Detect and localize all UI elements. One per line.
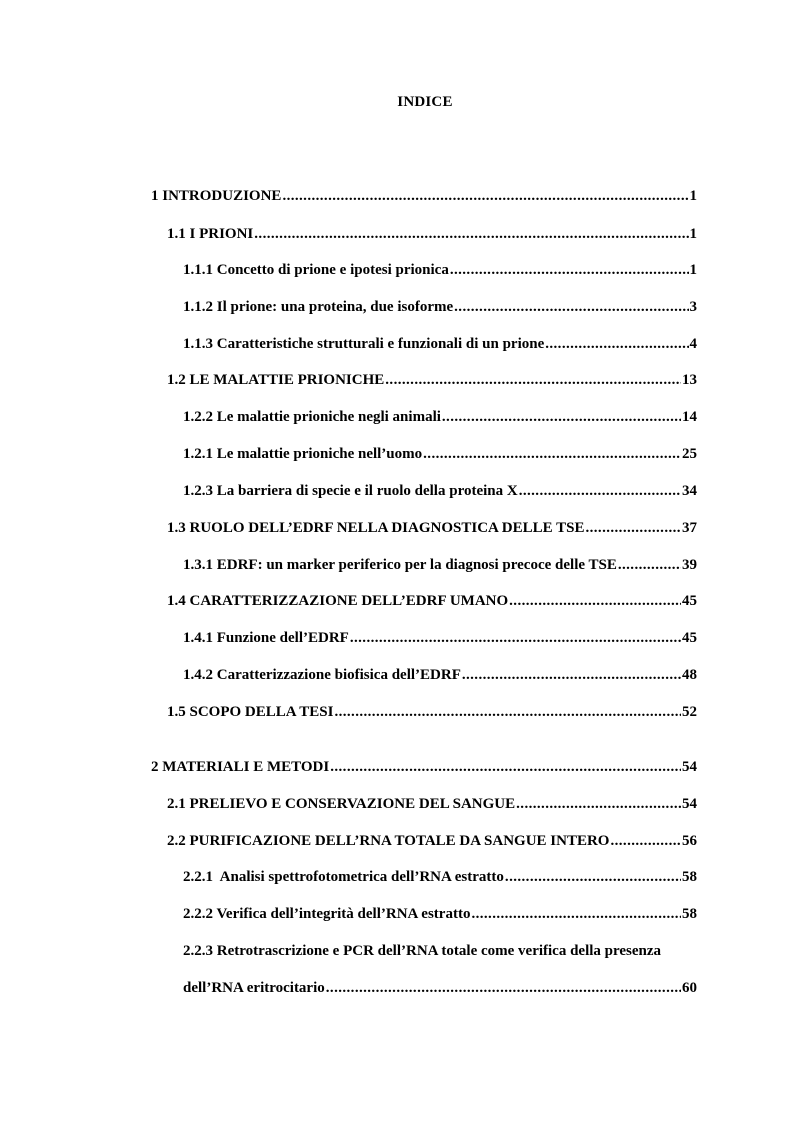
toc-entry-page: 58 [682, 906, 697, 922]
toc-entry-label: 1.1 I PRIONI [167, 226, 254, 242]
toc-entry-2-2-3-continued[interactable] [183, 978, 697, 998]
toc-entry-1-3-1[interactable] [183, 555, 697, 575]
page-title: INDICE [397, 94, 453, 110]
toc-entry-page: 1 [689, 188, 697, 204]
toc-leader-dots [282, 186, 688, 206]
toc-entry-1[interactable] [151, 186, 697, 206]
toc-entry-page: 39 [682, 557, 697, 573]
toc-entry-1-3[interactable] [167, 518, 697, 538]
toc-leader-dots [585, 518, 681, 538]
toc-leader-dots [545, 334, 688, 354]
toc-entry-2[interactable] [151, 757, 697, 777]
toc-entry-label: 2.2.2 Verifica dell’integrità dell’RNA estratto [183, 906, 471, 922]
toc-entry-1-2-1[interactable] [183, 444, 697, 464]
toc-entry-label: 1.1.1 Concetto di prione e ipotesi prionica [183, 262, 449, 278]
toc-entry-label: 2.2.1 Analisi spettrofotometrica dell’RNA estratto [183, 869, 504, 885]
toc-entry-label: 1.2 LE MALATTIE PRIONICHE [167, 372, 385, 388]
toc-entry-page: 1 [689, 262, 697, 278]
toc-entry-1-5[interactable] [167, 702, 697, 722]
toc-entry-1-1[interactable] [167, 224, 697, 244]
toc-entry-label: 2.1 PRELIEVO E CONSERVAZIONE DEL SANGUE [167, 796, 516, 812]
toc-entry-2-2-3[interactable] [183, 941, 697, 961]
toc-entry-page: 56 [682, 833, 697, 849]
toc-leader-dots [462, 665, 681, 685]
toc-entry-1-1-2[interactable] [183, 297, 697, 317]
toc-entry-page: 13 [682, 372, 697, 388]
toc-entry-label: 1.4.2 Caratterizzazione biofisica dell’EDRF [183, 667, 461, 683]
toc-leader-dots [330, 757, 681, 777]
toc-entry-label: 1.2.1 Le malattie prioniche nell’uomo [183, 446, 423, 462]
toc-entry-page: 45 [682, 630, 697, 646]
toc-leader-dots [505, 867, 681, 887]
toc-entry-page: 52 [682, 704, 697, 720]
toc-entry-page: 3 [689, 299, 697, 315]
toc-leader-dots [334, 702, 681, 722]
toc-entry-1-2-2[interactable] [183, 407, 697, 427]
toc-entry-1-2-3[interactable] [183, 481, 697, 501]
toc-leader-dots [423, 444, 681, 464]
toc-leader-dots [519, 481, 681, 501]
toc-entry-label: 1.3.1 EDRF: un marker periferico per la diagnosi precoce delle TSE [183, 557, 617, 573]
toc-entry-label: dell’RNA eritrocitario [183, 980, 325, 996]
toc-leader-dots [454, 297, 688, 317]
toc-leader-dots [326, 978, 681, 998]
toc-entry-label: 1.2.3 La barriera di specie e il ruolo della proteina X [183, 483, 518, 499]
toc-entry-1-2[interactable] [167, 370, 697, 390]
toc-entry-label: 1.4.1 Funzione dell’EDRF [183, 630, 349, 646]
toc-entry-page: 60 [682, 980, 697, 996]
toc-entry-2-1[interactable] [167, 794, 697, 814]
toc-entry-1-4-2[interactable] [183, 665, 697, 685]
toc-leader-dots [618, 555, 681, 575]
toc-entry-page: 14 [682, 409, 697, 425]
toc-entry-page: 58 [682, 869, 697, 885]
toc-leader-dots [509, 591, 681, 611]
toc-entry-page: 4 [689, 336, 697, 352]
toc-leader-dots [610, 831, 681, 851]
toc-entry-page: 45 [682, 593, 697, 609]
toc-leader-dots [471, 904, 681, 924]
toc-entry-1-4-1[interactable] [183, 628, 697, 648]
toc-entry-1-1-3[interactable] [183, 334, 697, 354]
toc-leader-dots [442, 407, 681, 427]
toc-entry-label: 1.3 RUOLO DELL’EDRF NELLA DIAGNOSTICA DELLE TSE [167, 520, 585, 536]
toc-entry-2-2-1[interactable] [183, 867, 697, 887]
toc-entry-label: 1.4 CARATTERIZZAZIONE DELL’EDRF UMANO [167, 593, 509, 609]
toc-entry-label: 1.1.3 Caratteristiche strutturali e funzionali di un prione [183, 336, 545, 352]
toc-entry-label: 1.5 SCOPO DELLA TESI [167, 704, 334, 720]
toc-entry-page: 34 [682, 483, 697, 499]
toc-entry-2-2-2[interactable] [183, 904, 697, 924]
toc-entry-page: 48 [682, 667, 697, 683]
toc-entry-1-4[interactable] [167, 591, 697, 611]
toc-leader-dots [516, 794, 681, 814]
toc-entry-page: 25 [682, 446, 697, 462]
toc-entry-page: 54 [682, 796, 697, 812]
toc-entry-label: 1.2.2 Le malattie prioniche negli animali [183, 409, 441, 425]
toc-entry-label: 2.2 PURIFICAZIONE DELL’RNA TOTALE DA SANGUE INTERO [167, 833, 610, 849]
toc-entry-page: 37 [682, 520, 697, 536]
toc-entry-2-2[interactable] [167, 831, 697, 851]
toc-leader-dots [385, 370, 681, 390]
toc-entry-1-1-1[interactable] [183, 260, 697, 280]
toc-entry-label: 1 INTRODUZIONE [151, 188, 282, 204]
toc-entry-page: 1 [689, 226, 697, 242]
toc-leader-dots [254, 224, 688, 244]
toc-leader-dots [450, 260, 689, 280]
toc-entry-label: 2.2.3 Retrotrascrizione e PCR dell’RNA totale come verifica della presenza [183, 943, 662, 959]
toc-entry-page: 54 [682, 759, 697, 775]
toc-leader-dots [350, 628, 681, 648]
toc-entry-label: 2 MATERIALI E METODI [151, 759, 330, 775]
toc-entry-label: 1.1.2 Il prione: una proteina, due isoforme [183, 299, 454, 315]
